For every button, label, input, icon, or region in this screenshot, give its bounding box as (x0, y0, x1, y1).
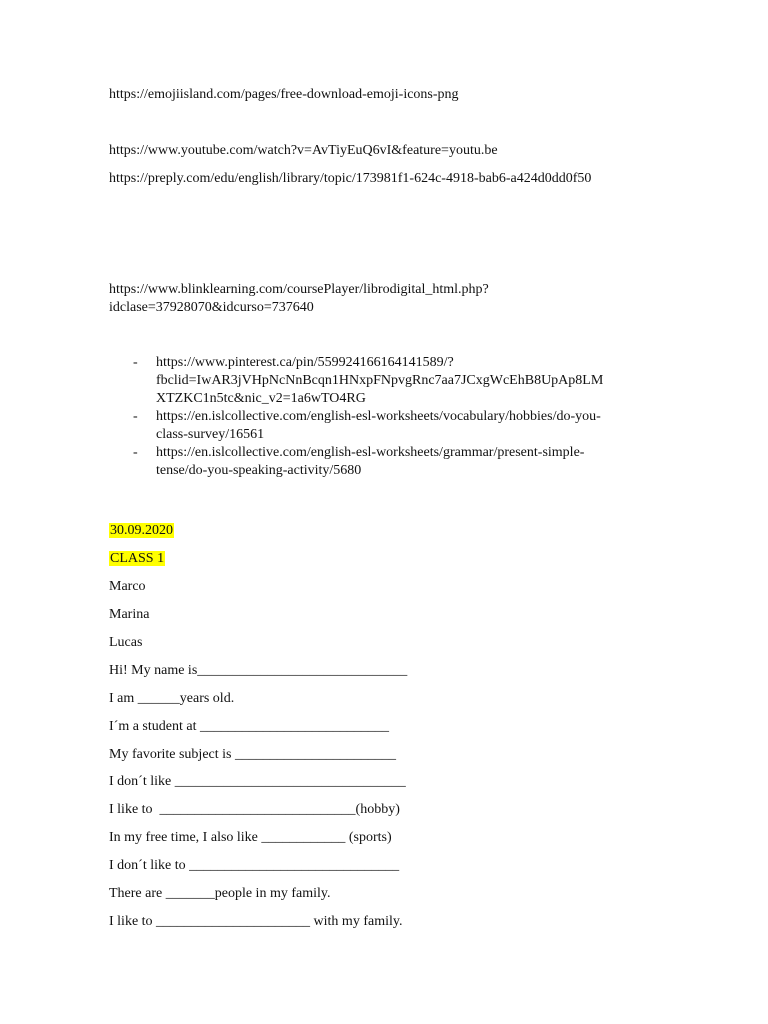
student-name: Marco (109, 579, 146, 594)
list-item-pinterest[interactable] (109, 354, 603, 408)
student-name: Lucas (109, 635, 143, 650)
sentence-subject: My favorite subject is _______________________ (109, 747, 396, 762)
link-blinklearning-line-1[interactable]: https://www.blinklearning.com/coursePlayer/librodigital_html.php? (109, 282, 489, 297)
list-item-line[interactable]: tense/do-you-speaking-activity/5680 (156, 463, 362, 478)
list-item-line[interactable]: XTZKC1n5tc&nic_v2=1a6wTO4RG (156, 391, 366, 406)
sentence-hobby: I like to ____________________________(hobby) (109, 802, 400, 817)
date-heading (109, 522, 174, 540)
link-youtube[interactable]: https://www.youtube.com/watch?v=AvTiyEuQ6vI&feature=youtu.be (109, 143, 498, 158)
bullet-marker: - (133, 445, 138, 460)
sentence-age: I am ______years old. (109, 691, 235, 706)
date-highlight: 30.09.2020 (110, 523, 173, 538)
list-item-line[interactable]: https://en.islcollective.com/english-esl-worksheets/vocabulary/hobbies/do-you- (156, 409, 601, 424)
student-name: Marina (109, 607, 150, 622)
sentence-sports: In my free time, I also like ____________ (sports) (109, 830, 392, 845)
list-item-line[interactable]: https://www.pinterest.ca/pin/559924166164141589/? (156, 355, 454, 370)
bullet-marker: - (133, 409, 138, 424)
list-item-line[interactable]: https://en.islcollective.com/english-esl-worksheets/grammar/present-simple- (156, 445, 585, 460)
class-highlight: CLASS 1 (110, 551, 165, 566)
bullet-marker: - (133, 355, 138, 370)
link-preply[interactable]: https://preply.com/edu/english/library/topic/173981f1-624c-4918-bab6-a424d0dd0f50 (109, 171, 592, 186)
class-heading (109, 550, 165, 568)
list-item-line[interactable]: class-survey/16561 (156, 427, 265, 442)
sentence-school: I´m a student at ___________________________ (109, 719, 389, 734)
link-blinklearning-line-2[interactable]: idclase=37928070&idcurso=737640 (109, 300, 314, 315)
sentence-dislike: I don´t like _________________________________ (109, 774, 406, 789)
link-emoji[interactable]: https://emojiisland.com/pages/free-download-emoji-icons-png (109, 87, 459, 102)
link-list (109, 354, 603, 480)
sentence-dislike-to: I don´t like to ______________________________ (109, 858, 400, 873)
sentence-family-size: There are _______people in my family. (109, 886, 331, 901)
list-item-line[interactable]: fbclid=IwAR3jVHpNcNnBcqn1HNxpFNpvgRnc7aa7JCxgWcEhB8UpAp8LM (156, 373, 604, 388)
sentence-name: Hi! My name is______________________________ (109, 663, 408, 678)
sentence-family-activity: I like to ______________________ with my family. (109, 914, 403, 929)
list-item-islcollective-grammar[interactable] (109, 444, 603, 480)
list-item-islcollective-hobbies[interactable] (109, 408, 603, 444)
